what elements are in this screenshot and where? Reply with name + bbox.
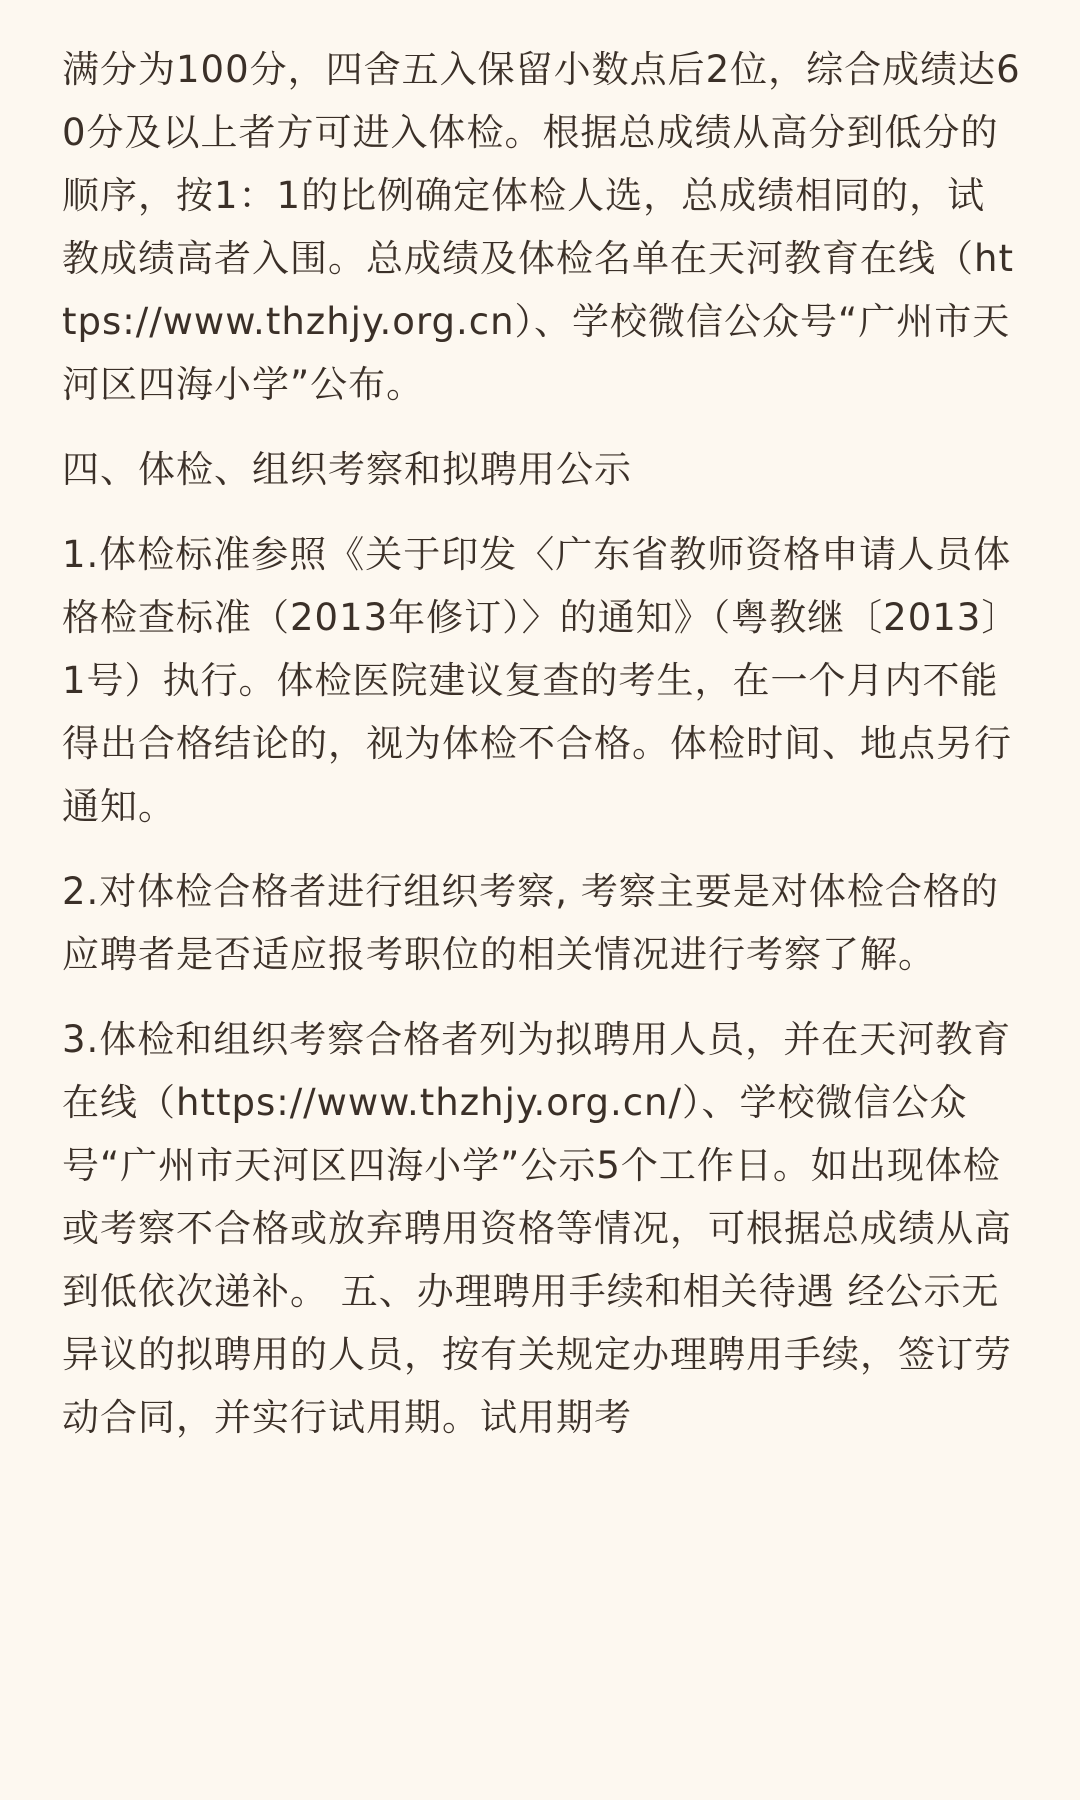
article-body [62, 38, 1022, 1471]
item-1-paragraph: 1.体检标准参照《关于印发〈广东省教师资格申请人员体格检查标准（2013年修订）〉的通知》（粤教继〔2013〕1号）执行。体检医院建议复查的考生，在一个月内不能得出合格结论的，视为体检不合格。体检时间、地点另行通知。 [62, 533, 1020, 828]
item-2-paragraph: 2.对体检合格者进行组织考察, 考察主要是对体检合格的应聘者是否适应报考职位的相关情况进行考察了解。 [62, 870, 999, 976]
intro-paragraph: 满分为100分，四舍五入保留小数点后2位，综合成绩达60分及以上者方可进入体检。根据总成绩从高分到低分的顺序，按1：1的比例确定体检人选，总成绩相同的，试教成绩高者入围。总成绩及体检名单在天河教育在线（https://www.thzhjy.org.cn）、学校微信公众号“广州市天河区四海小学”公布。 [62, 48, 1021, 406]
section-4-heading: 四、体检、组织考察和拟聘用公示 [62, 448, 632, 491]
item-3-paragraph: 3.体检和组织考察合格者列为拟聘用人员，并在天河教育在线（https://www.thzhjy.org.cn/）、学校微信公众号“广州市天河区四海小学”公示5个工作日。如出现体检或考察不合格或放弃聘用资格等情况，可根据总成绩从高到低依次递补。 五、办理聘用手续和相关待遇 经公示无异议的拟聘用的人员，按有关规定办理聘用手续，签订劳动合同，并实行试用期。试用期考 [62, 1018, 1012, 1439]
